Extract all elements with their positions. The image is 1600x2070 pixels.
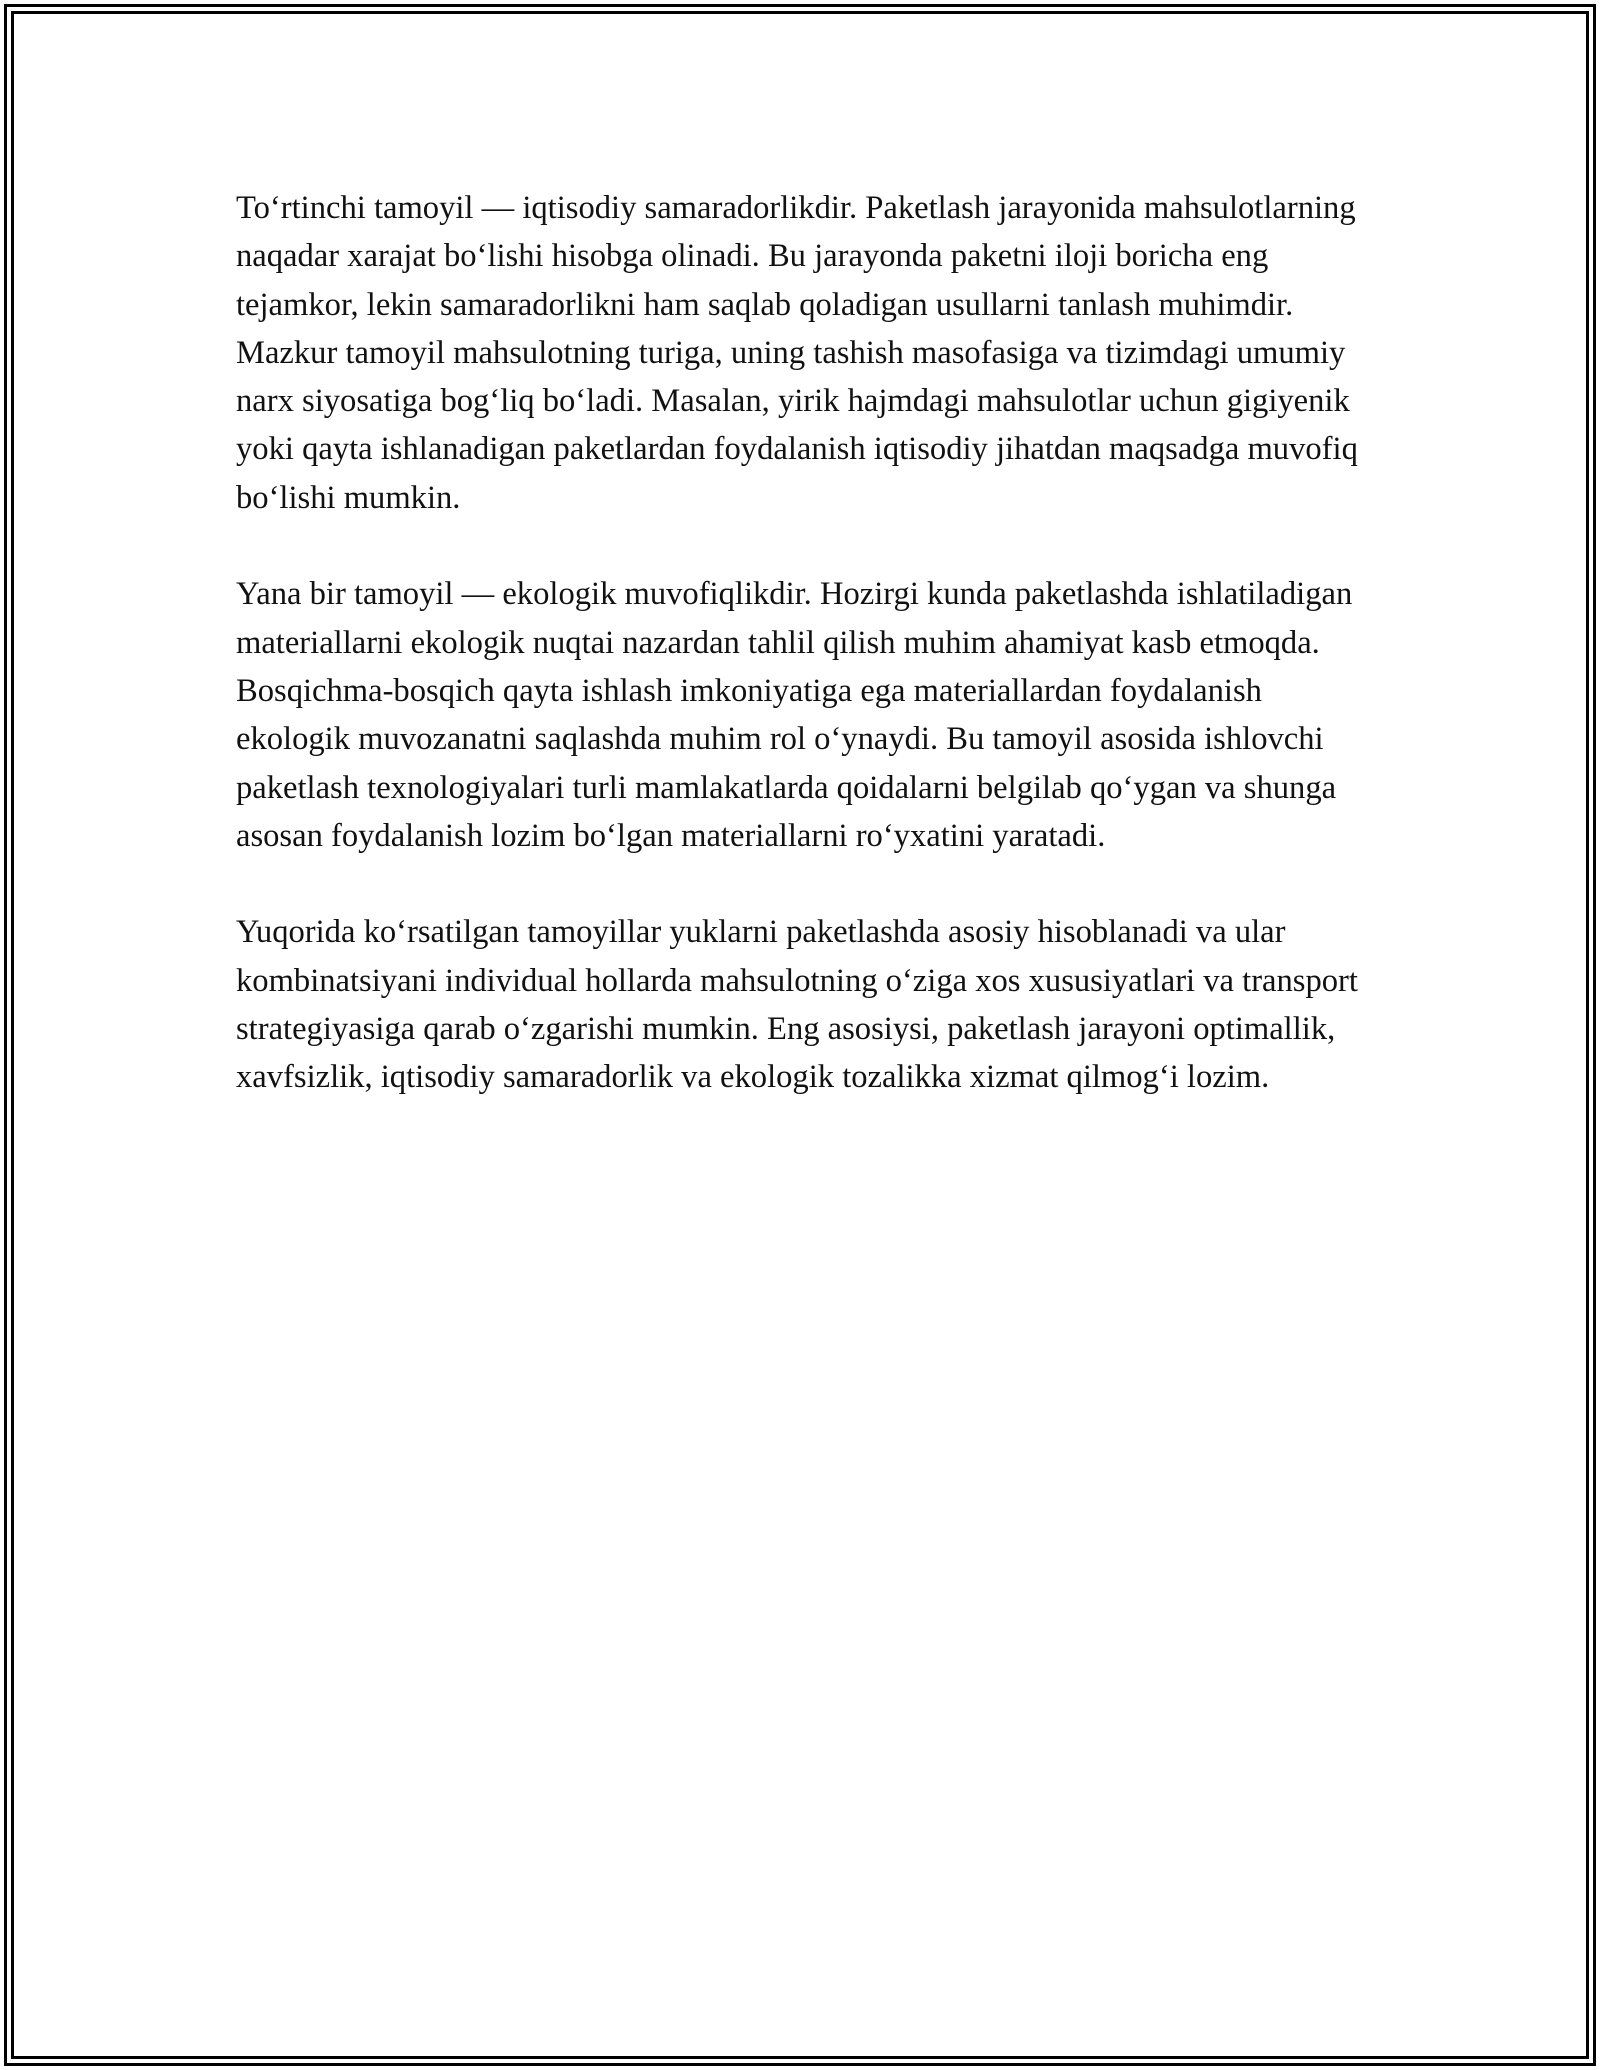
paragraph-ecological-compatibility: Yana bir tamoyil — ekologik muvofiqlikdir. Hozirgi kunda paketlashda ishlatiladigan materiallarni ekologik nuqtai nazardan tahlil qilish muhim ahamiyat kasb etmoqda. Bosqichma-bosqich qayta ishlash imkoniyatiga ega materiallardan foydalanish ekologik muvozanatni saqlashda muhim rol o‘ynaydi. Bu tamoyil asosida ishlovchi paketlash texnologiyalari turli mamlakatlarda qoidalarni belgilab qo‘ygan va shunga asosan foydalanish lozim bo‘lgan materiallarni ro‘yxatini yaratadi. [236,576,1353,854]
paragraph-economic-efficiency: To‘rtinchi tamoyil — iqtisodiy samaradorlikdir. Paketlash jarayonida mahsulotlarning naqadar xarajat bo‘lishi hisobga olinadi. Bu jarayonda paketni iloji boricha eng tejamkor, lekin samaradorlikni ham saqlab qoladigan usullarni tanlash muhimdir. Mazkur tamoyil mahsulotning turiga, uning tashish masofasiga va tizimdagi umumiy narx siyosatiga bog‘liq bo‘ladi. Masalan, yirik hajmdagi mahsulotlar uchun gigiyenik yoki qayta ishlanadigan paketlardan foydalanish iqtisodiy jihatdan maqsadga muvofiq bo‘lishi mumkin. [236,190,1358,516]
paragraph-conclusion: Yuqorida ko‘rsatilgan tamoyillar yuklarni paketlashda asosiy hisoblanadi va ular kombinatsiyani individual hollarda mahsulotning o‘ziga xos xususiyatlari va transport strategiyasiga qarab o‘zgarishi mumkin. Eng asosiysi, paketlash jarayoni optimallik, xavfsizlik, iqtisodiy samaradorlik va ekologik tozalikka xizmat qilmog‘i lozim. [236,914,1358,1096]
document-body [236,184,1368,1150]
